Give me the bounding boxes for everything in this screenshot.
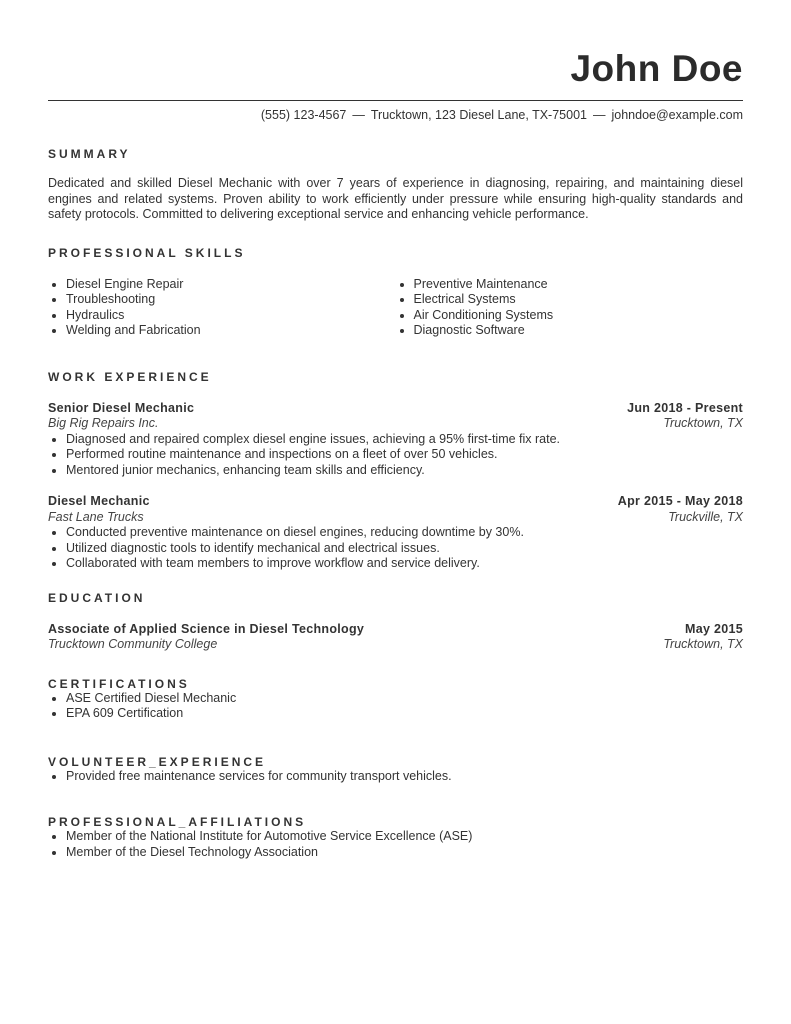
job-title: Diesel Mechanic bbox=[48, 494, 150, 508]
job-bullet: Conducted preventive maintenance on diesel engines, reducing downtime by 30%. bbox=[48, 525, 743, 541]
job-bullet: Mentored junior mechanics, enhancing team skills and efficiency. bbox=[48, 463, 743, 479]
contact-line bbox=[48, 107, 743, 123]
certification-item: ASE Certified Diesel Mechanic bbox=[48, 691, 743, 707]
volunteer-heading: VOLUNTEER_EXPERIENCE bbox=[48, 754, 267, 769]
skill-item: Preventive Maintenance bbox=[396, 277, 744, 293]
contact-address: Trucktown, 123 Diesel Lane, TX-75001 bbox=[370, 108, 587, 122]
job-subheader bbox=[48, 510, 743, 526]
volunteer-item: Provided free maintenance services for community transport vehicles. bbox=[48, 769, 743, 785]
skill-item: Diagnostic Software bbox=[396, 323, 744, 339]
job-dates: Jun 2018 - Present bbox=[627, 400, 743, 415]
education-heading: EDUCATION bbox=[48, 590, 146, 605]
certifications-list bbox=[48, 691, 743, 722]
contact-separator: — bbox=[592, 108, 606, 122]
job-company: Fast Lane Trucks bbox=[48, 509, 144, 524]
skill-item: Electrical Systems bbox=[396, 292, 744, 308]
summary-text: Dedicated and skilled Diesel Mechanic with over 7 years of experience in diagnosing, repairing, and maintaining diesel engines and related systems. Proven ability to work efficiently under pressure while ensuring high-quality standards and safety protocols. Committed to delivering exceptional service and enhancing vehicle performance. bbox=[48, 176, 743, 221]
job-company: Big Rig Repairs Inc. bbox=[48, 416, 159, 430]
affiliations-heading: PROFESSIONAL_AFFILIATIONS bbox=[48, 815, 307, 829]
skill-item: Welding and Fabrication bbox=[48, 323, 396, 339]
job-bullet: Collaborated with team members to improve workflow and service delivery. bbox=[48, 556, 743, 572]
job-dates: Apr 2015 - May 2018 bbox=[617, 494, 743, 508]
volunteer-list bbox=[48, 769, 743, 785]
header-divider bbox=[48, 100, 743, 101]
certifications-heading: CERTIFICATIONS bbox=[48, 676, 190, 691]
affiliation-item: Member of the Diesel Technology Association bbox=[48, 845, 743, 861]
contact-separator: — bbox=[352, 108, 365, 122]
education-location: Trucktown, TX bbox=[663, 637, 743, 651]
skill-item: Diesel Engine Repair bbox=[48, 277, 396, 293]
affiliations-list bbox=[48, 829, 743, 860]
job-bullet: Performed routine maintenance and inspections on a fleet of over 50 vehicles. bbox=[48, 447, 743, 463]
summary-heading: SUMMARY bbox=[48, 147, 131, 161]
contact-email[interactable]: johndoe@example.com bbox=[611, 108, 743, 122]
skill-item: Air Conditioning Systems bbox=[396, 308, 744, 324]
education-entry bbox=[48, 622, 743, 653]
job-location: Truckville, TX bbox=[668, 509, 743, 524]
skills-grid bbox=[48, 277, 743, 339]
job-location: Trucktown, TX bbox=[663, 416, 743, 430]
job-entry bbox=[48, 494, 743, 572]
job-bullets bbox=[48, 432, 743, 479]
affiliation-item: Member of the National Institute for Automotive Service Excellence (ASE) bbox=[48, 829, 743, 845]
candidate-name: John Doe bbox=[570, 48, 743, 89]
education-header bbox=[48, 622, 743, 638]
job-subheader bbox=[48, 416, 743, 432]
skill-item: Hydraulics bbox=[48, 308, 396, 324]
job-header bbox=[48, 494, 743, 510]
education-school: Trucktown Community College bbox=[48, 637, 218, 651]
job-entry bbox=[48, 401, 743, 479]
skill-item: Troubleshooting bbox=[48, 292, 396, 308]
certification-item: EPA 609 Certification bbox=[48, 706, 743, 722]
job-title: Senior Diesel Mechanic bbox=[48, 400, 195, 415]
job-bullets bbox=[48, 525, 743, 572]
job-bullet: Utilized diagnostic tools to identify mechanical and electrical issues. bbox=[48, 541, 743, 557]
job-bullet: Diagnosed and repaired complex diesel engine issues, achieving a 95% first-time fix rate. bbox=[48, 432, 743, 448]
education-date: May 2015 bbox=[685, 621, 743, 636]
job-header bbox=[48, 401, 743, 417]
work-heading: WORK EXPERIENCE bbox=[48, 369, 212, 384]
skills-heading: PROFESSIONAL SKILLS bbox=[48, 245, 246, 260]
education-subheader bbox=[48, 637, 743, 653]
contact-phone: (555) 123-4567 bbox=[260, 108, 347, 122]
skills-list-right bbox=[396, 277, 744, 339]
education-degree: Associate of Applied Science in Diesel Technology bbox=[48, 621, 365, 636]
skills-list-left bbox=[48, 277, 396, 339]
